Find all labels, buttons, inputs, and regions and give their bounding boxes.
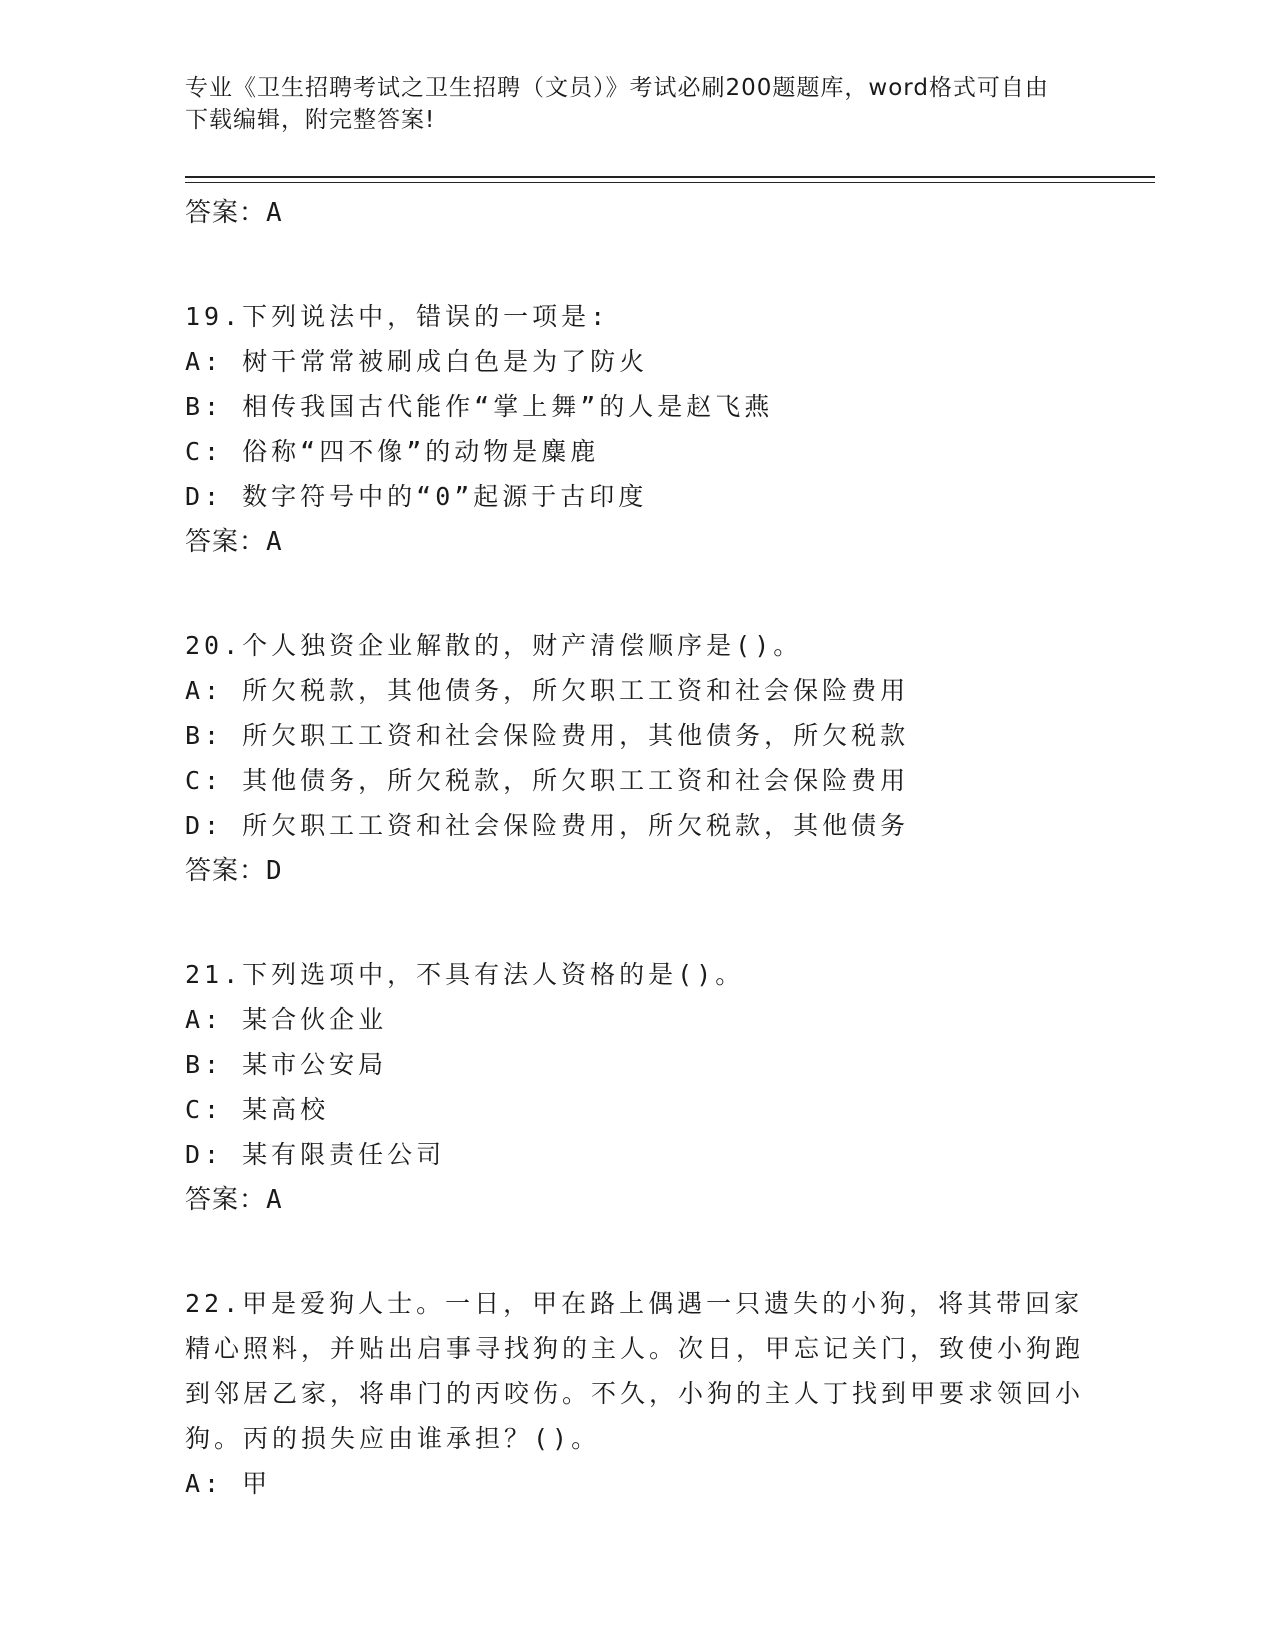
option-c: C: 其他债务，所欠税款，所欠职工工资和社会保险费用 xyxy=(185,766,910,795)
answer-value: A xyxy=(266,1185,283,1215)
question-21 xyxy=(185,952,1085,1223)
header-divider-thick xyxy=(185,176,1155,178)
question-list xyxy=(185,190,1085,1506)
option-b: B: 所欠职工工资和社会保险费用，其他债务，所欠税款 xyxy=(185,721,910,750)
answer-value: D xyxy=(266,856,283,886)
option-c: C: 某高校 xyxy=(185,1095,330,1124)
question-20 xyxy=(185,623,1085,894)
question-stem: 20.个人独资企业解散的，财产清偿顺序是()。 xyxy=(185,631,803,660)
answer-label: 答案： xyxy=(185,1185,267,1215)
option-d: D: 数字符号中的“0”起源于古印度 xyxy=(185,482,648,511)
question-stem: 21.下列选项中，不具有法人资格的是()。 xyxy=(185,960,745,989)
option-d: D: 所欠职工工资和社会保险费用，所欠税款，其他债务 xyxy=(185,811,910,840)
option-c: C: 俗称“四不像”的动物是麋鹿 xyxy=(185,437,600,466)
answer-label: 答案： xyxy=(185,198,267,228)
option-d: D: 某有限责任公司 xyxy=(185,1140,446,1169)
answer-value: A xyxy=(266,198,283,228)
answer-value: A xyxy=(266,527,283,557)
option-a: A: 所欠税款，其他债务，所欠职工工资和社会保险费用 xyxy=(185,676,910,705)
option-a: A: 树干常常被刷成白色是为了防火 xyxy=(185,347,649,376)
question-stem: 19.下列说法中，错误的一项是: xyxy=(185,302,610,331)
option-a: A: 甲 xyxy=(185,1469,272,1498)
option-b: B: 相传我国古代能作“掌上舞”的人是赵飞燕 xyxy=(185,392,774,421)
answer-label: 答案： xyxy=(185,856,267,886)
header-divider-thin xyxy=(185,182,1155,183)
option-b: B: 某市公安局 xyxy=(185,1050,388,1079)
option-a: A: 某合伙企业 xyxy=(185,1005,388,1034)
question-22 xyxy=(185,1281,1085,1506)
question-stem: 22.甲是爱狗人士。一日，甲在路上偶遇一只遗失的小狗，将其带回家精心照料，并贴出启事寻找狗的主人。次日，甲忘记关门，致使小狗跑到邻居乙家，将串门的丙咬伤。不久，小狗的主人丁找到甲要求领回小狗。丙的损失应由谁承担？()。 xyxy=(185,1289,1085,1453)
answer-label: 答案： xyxy=(185,527,267,557)
previous-answer xyxy=(185,190,1085,236)
answer-line xyxy=(185,1177,1085,1223)
document-header: 专业《卫生招聘考试之卫生招聘（文员）》考试必刷200题题库，word格式可自由下载编辑，附完整答案! xyxy=(185,75,1049,133)
answer-line xyxy=(185,519,1085,565)
question-19 xyxy=(185,294,1085,565)
answer-line xyxy=(185,848,1085,894)
